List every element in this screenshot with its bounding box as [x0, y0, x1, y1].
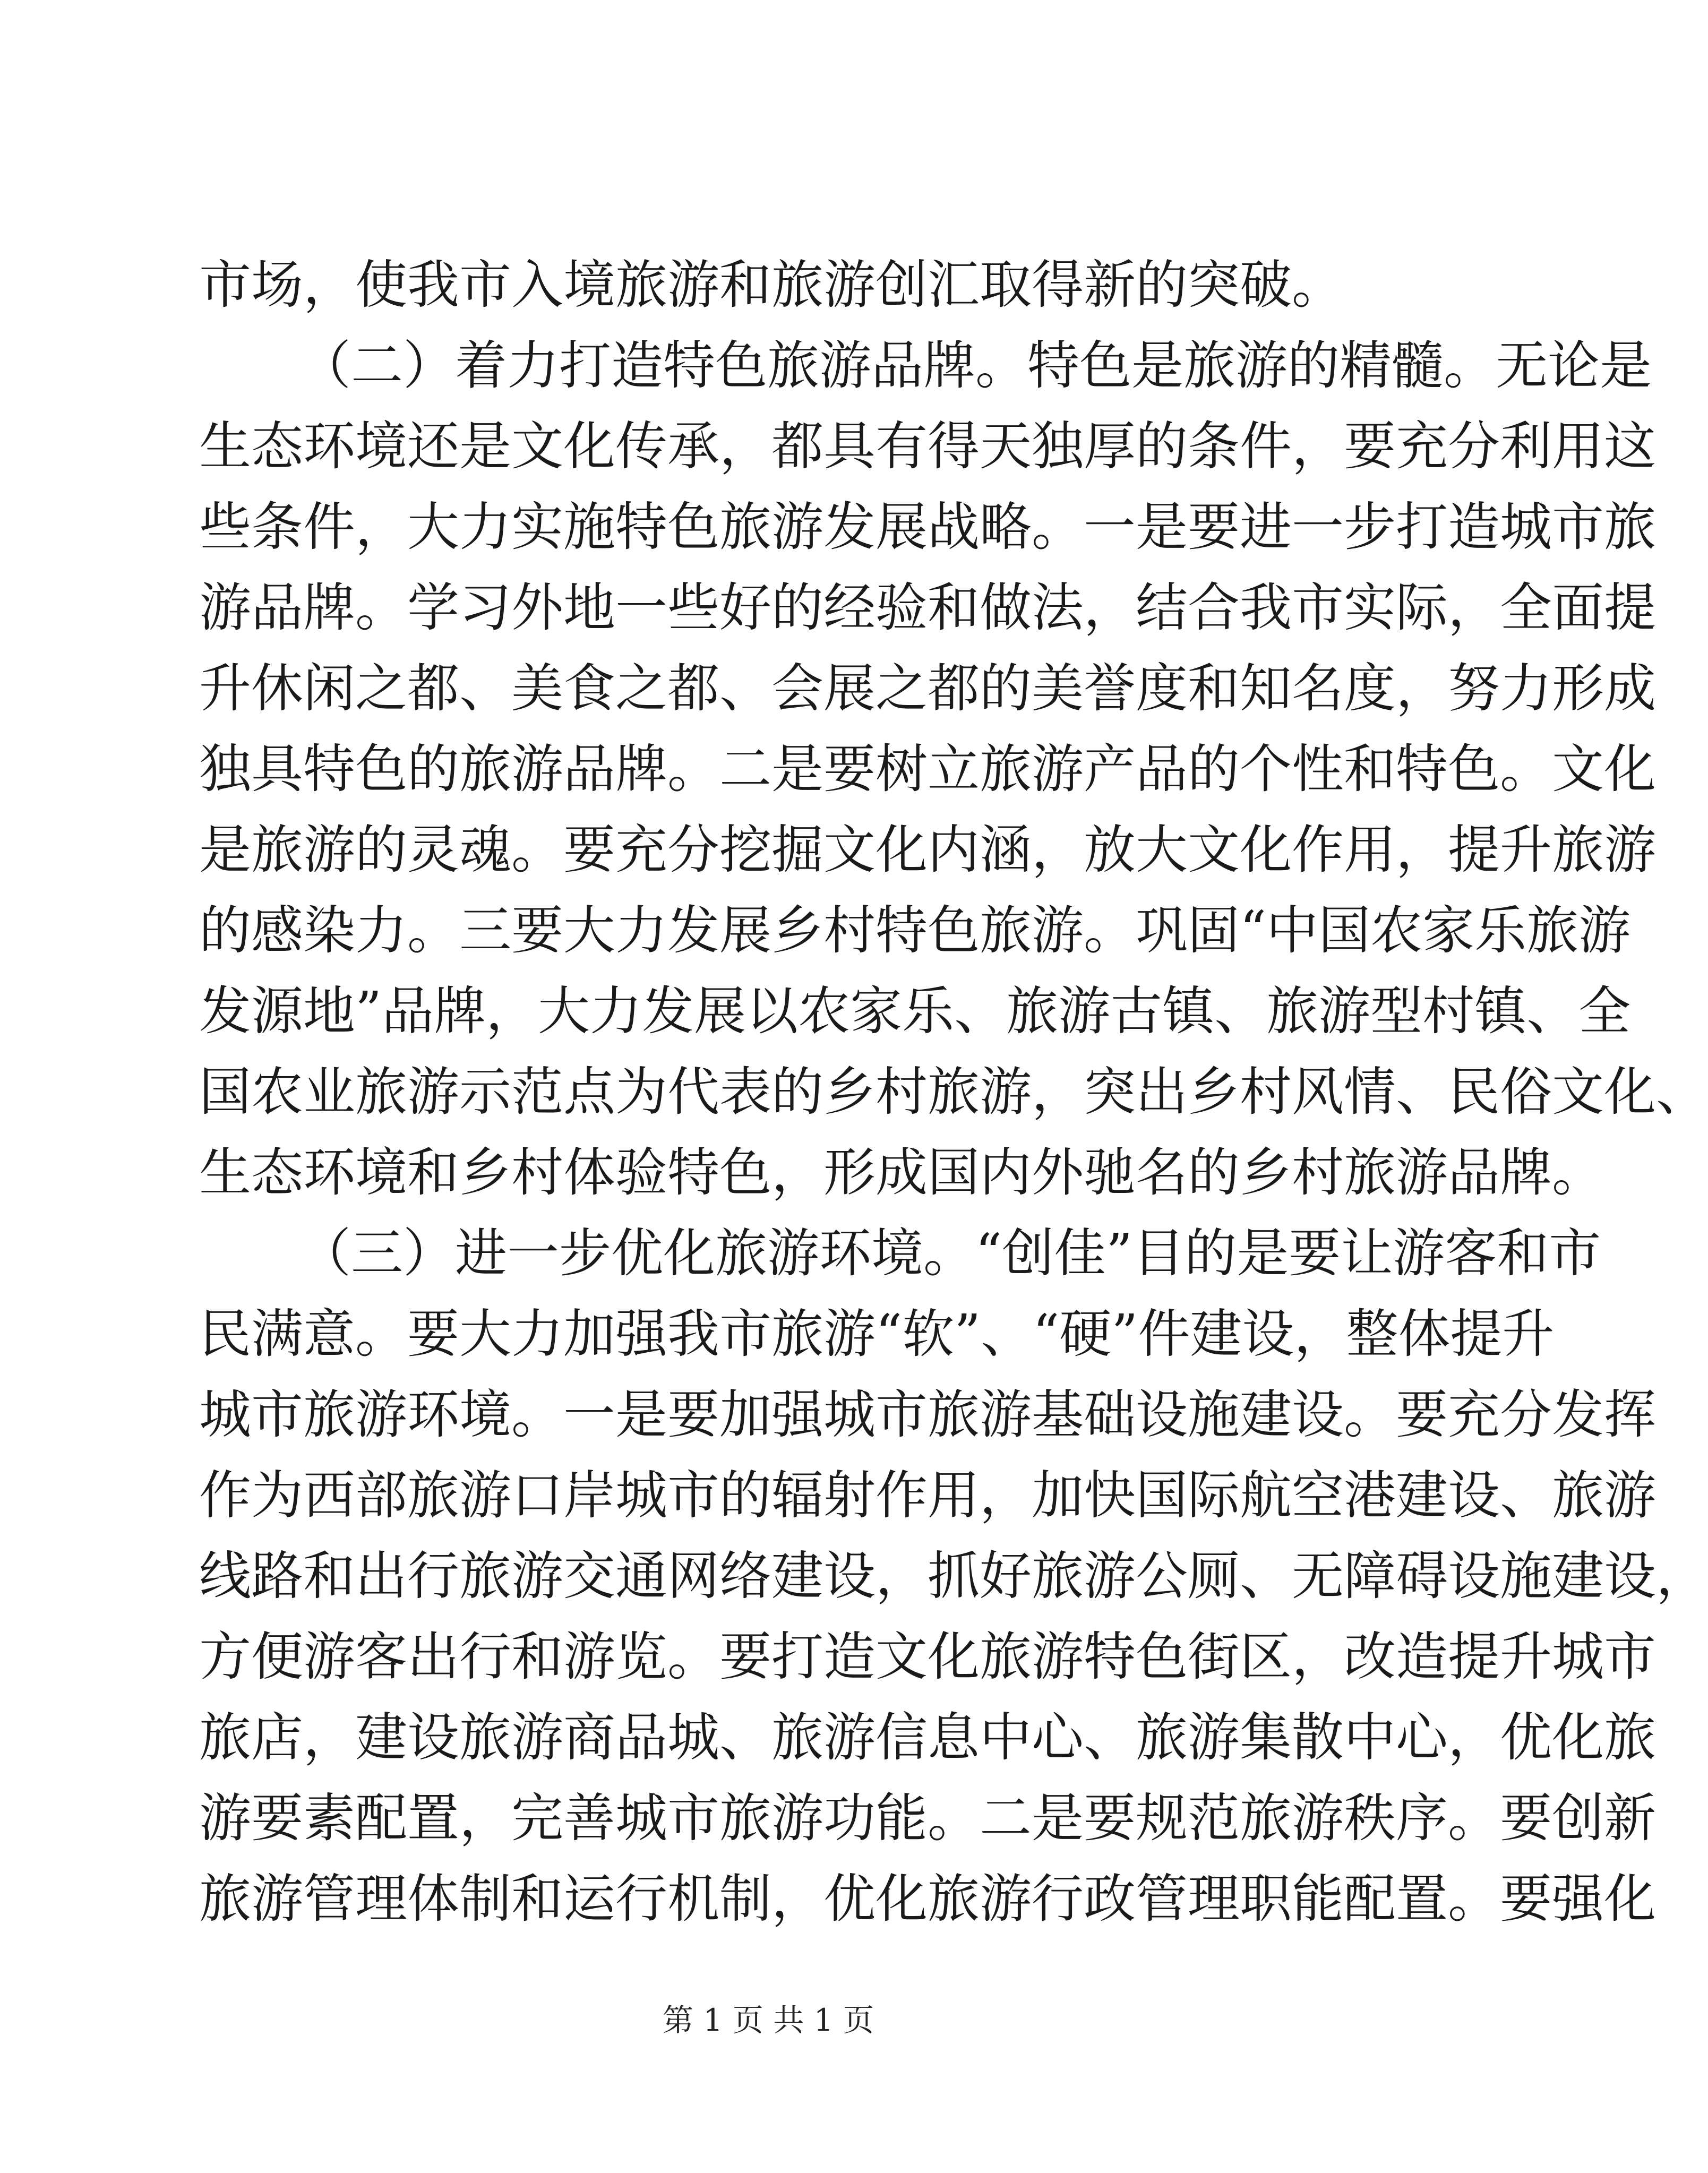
- paragraph-2-line-4: 游品牌。学习外地一些好的经验和做法，结合我市实际，全面提: [199, 578, 1656, 638]
- paragraph-2-line-3: 些条件，大力实施特色旅游发展战略。一是要进一步打造城市旅: [199, 497, 1656, 557]
- paragraph-3-line-6: 方便游客出行和游览。要打造文化旅游特色街区，改造提升城市: [199, 1627, 1656, 1687]
- paragraph-3-line-8: 游要素配置，完善城市旅游功能。二是要规范旅游秩序。要创新: [199, 1788, 1656, 1849]
- paragraph-3-line-7: 旅店，建设旅游商品城、旅游信息中心、旅游集散中心，优化旅: [199, 1707, 1656, 1768]
- page-footer: 第 1 页 共 1 页: [663, 2002, 874, 2038]
- paragraph-2-line-6: 独具特色的旅游品牌。二是要树立旅游产品的个性和特色。文化: [199, 739, 1656, 800]
- paragraph-3-line-2: 民满意。要大力加强我市旅游“软”、“硬”件建设，整体提升: [199, 1304, 1555, 1364]
- paragraph-3-line-5: 线路和出行旅游交通网络建设，抓好旅游公厕、无障碍设施建设，: [199, 1546, 1708, 1607]
- paragraph-3-line-9: 旅游管理体制和运行机制，优化旅游行政管理职能配置。要强化: [199, 1869, 1656, 1929]
- paragraph-2-line-11: 生态环境和乡村体验特色，形成国内外驰名的乡村旅游品牌。: [199, 1143, 1604, 1203]
- document-body: [199, 245, 1708, 1939]
- paragraph-2-line-2: 生态环境还是文化传承，都具有得天独厚的条件，要充分利用这: [199, 416, 1656, 477]
- paragraph-2-line-9: 发源地”品牌，大力发展以农家乐、旅游古镇、旅游型村镇、全: [199, 981, 1631, 1042]
- paragraph-2-line-8: 的感染力。三要大力发展乡村特色旅游。巩固“中国农家乐旅游: [199, 900, 1631, 961]
- paragraph-2-line-1: （二）着力打造特色旅游品牌。特色是旅游的精髓。无论是: [299, 336, 1652, 396]
- paragraph-1-line-1: 市场，使我市入境旅游和旅游创汇取得新的突破。: [199, 255, 1344, 315]
- paragraph-2-line-7: 是旅游的灵魂。要充分挖掘文化内涵，放大文化作用，提升旅游: [199, 820, 1656, 880]
- paragraph-3-line-1: （三）进一步优化旅游环境。“创佳”目的是要让游客和市: [299, 1223, 1601, 1284]
- paragraph-2-line-5: 升休闲之都、美食之都、会展之都的美誉度和知名度，努力形成: [199, 658, 1656, 719]
- paragraph-3-line-4: 作为西部旅游口岸城市的辐射作用，加快国际航空港建设、旅游: [199, 1465, 1656, 1526]
- paragraph-3-line-3: 城市旅游环境。一是要加强城市旅游基础设施建设。要充分发挥: [199, 1385, 1656, 1445]
- paragraph-2-line-10: 国农业旅游示范点为代表的乡村旅游，突出乡村风情、民俗文化、: [199, 1062, 1708, 1122]
